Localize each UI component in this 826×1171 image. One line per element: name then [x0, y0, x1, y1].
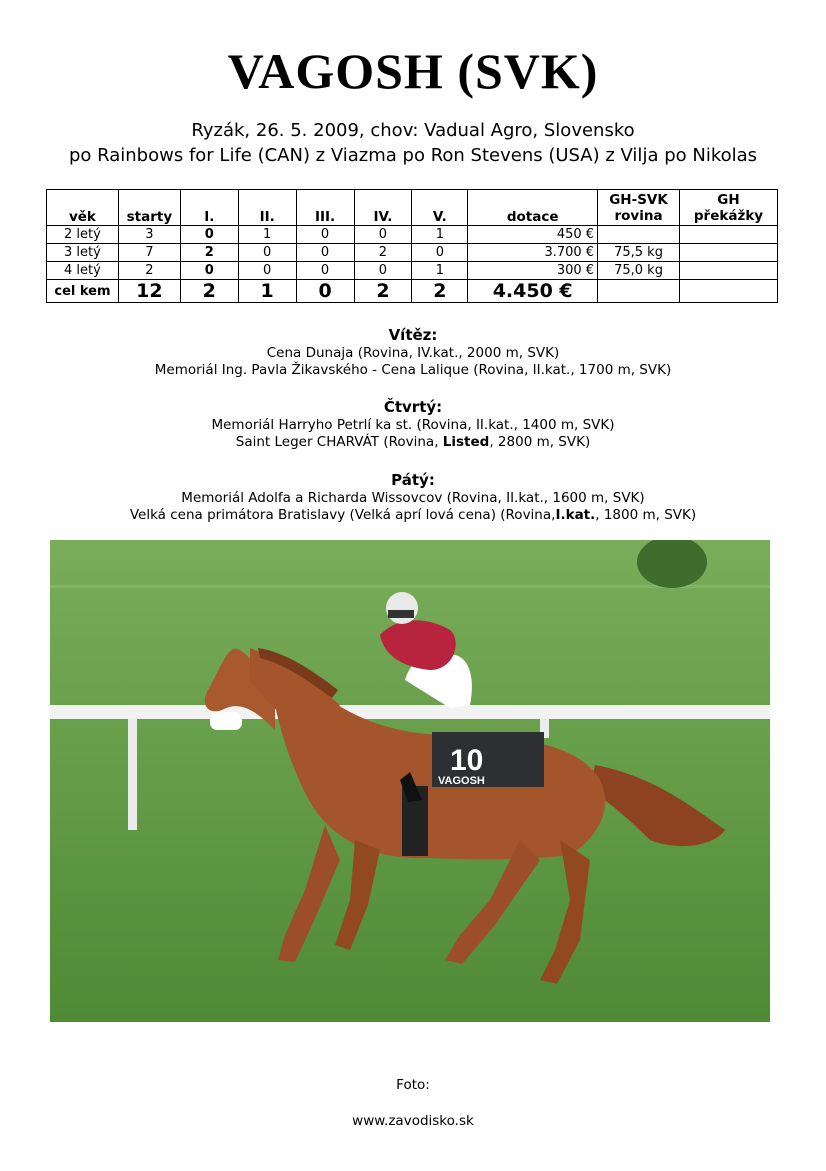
race-line: Cena Dunaja (Rovina, IV.kat., 2000 m, SVK)	[266, 345, 560, 361]
cell-fifth: 0	[412, 244, 468, 262]
cell-total-fourth: 2	[354, 280, 412, 303]
saddle-name: VAGOSH	[438, 775, 485, 787]
section-fourth	[0, 399, 826, 451]
cell-gh-svk	[598, 226, 680, 244]
cell-total-first: 2	[180, 280, 238, 303]
table-total-row	[47, 280, 778, 303]
section-heading: Vítěz:	[388, 326, 438, 344]
cell-gh-svk: 75,0 kg	[598, 262, 680, 280]
cell-fifth: 1	[412, 226, 468, 244]
race-line: Memoriál Ing. Pavla Žikavského - Cena Lalique (Rovina, II.kat., 1700 m, SVK)	[154, 362, 672, 378]
saddle-number: 10	[450, 744, 484, 777]
cell-gh-hurdles	[679, 244, 777, 262]
col-header-fourth: IV.	[354, 190, 412, 226]
cell-fourth: 2	[354, 244, 412, 262]
cell-first: 0	[180, 226, 238, 244]
jockey-goggles	[388, 610, 414, 618]
horse-photo	[50, 540, 770, 1022]
pedigree-line: po Rainbows for Life (CAN) z Viazma po Ron Stevens (USA) z Vilja po Nikolas	[68, 145, 758, 166]
cell-total-starts: 12	[118, 280, 180, 303]
col-header-second: II.	[238, 190, 296, 226]
cell-second: 0	[238, 262, 296, 280]
race-line: Memoriál Adolfa a Richarda Wissovcov (Rovina, II.kat., 1600 m, SVK)	[181, 490, 645, 506]
col-header-age: věk	[47, 190, 119, 226]
cell-total-fifth: 2	[412, 280, 468, 303]
cell-prize: 3.700 €	[468, 244, 598, 262]
table-row	[47, 262, 778, 280]
cell-total-gh-svk	[598, 280, 680, 303]
col-header-gh-hurdles: GH překážky	[679, 190, 777, 226]
track-rail	[50, 705, 770, 719]
cell-third: 0	[296, 226, 354, 244]
cell-prize: 450 €	[468, 226, 598, 244]
cell-fourth: 0	[354, 226, 412, 244]
col-header-starts: starty	[118, 190, 180, 226]
cell-fourth: 0	[354, 262, 412, 280]
cell-second: 1	[238, 226, 296, 244]
section-heading: Čtvrtý:	[383, 398, 443, 416]
jockey-helmet	[386, 592, 418, 624]
race-line: Memoriál Harryho Petrlí ka st. (Rovina, II.kat., 1400 m, SVK)	[211, 417, 615, 433]
race-line: Velká cena primátora Bratislavy (Velká aprí lová cena) (Rovina,I.kat., 1800 m, SVK)	[129, 507, 697, 523]
cell-fifth: 1	[412, 262, 468, 280]
col-header-gh-svk: GH-SVK rovina	[598, 190, 680, 226]
section-fifth	[0, 472, 826, 524]
cell-total-gh-hurdles	[679, 280, 777, 303]
cell-age: 2 letý	[47, 226, 119, 244]
cell-age: 3 letý	[47, 244, 119, 262]
cell-prize: 300 €	[468, 262, 598, 280]
table-row	[47, 244, 778, 262]
section-winner	[0, 327, 826, 379]
cell-total-second: 1	[238, 280, 296, 303]
website-link[interactable]: www.zavodisko.sk	[352, 1113, 474, 1129]
col-header-prize-money: dotace	[468, 190, 598, 226]
cell-third: 0	[296, 262, 354, 280]
table-row	[47, 226, 778, 244]
horse-details: Ryzák, 26. 5. 2009, chov: Vadual Agro, Slovensko	[191, 120, 635, 141]
cell-gh-svk: 75,5 kg	[598, 244, 680, 262]
col-header-first: I.	[180, 190, 238, 226]
photo-credit: Foto:	[396, 1077, 430, 1093]
cell-third: 0	[296, 244, 354, 262]
cell-total-label: cel kem	[47, 280, 119, 303]
cell-starts: 7	[118, 244, 180, 262]
cell-starts: 2	[118, 262, 180, 280]
cell-second: 0	[238, 244, 296, 262]
cell-total-prize: 4.450 €	[468, 280, 598, 303]
table-header-row	[47, 190, 778, 226]
page-title: VAGOSH (SVK)	[227, 43, 599, 99]
section-heading: Pátý:	[391, 471, 435, 489]
horse-noseband	[210, 712, 242, 730]
cell-first: 2	[180, 244, 238, 262]
cell-starts: 3	[118, 226, 180, 244]
rail-post	[128, 718, 137, 830]
cell-gh-hurdles	[679, 262, 777, 280]
cell-gh-hurdles	[679, 226, 777, 244]
cell-first: 0	[180, 262, 238, 280]
race-stats-table	[46, 189, 778, 303]
cell-total-third: 0	[296, 280, 354, 303]
col-header-fifth: V.	[412, 190, 468, 226]
cell-age: 4 letý	[47, 262, 119, 280]
race-line: Saint Leger CHARVÁT (Rovina, Listed, 2800 m, SVK)	[235, 434, 591, 450]
col-header-third: III.	[296, 190, 354, 226]
